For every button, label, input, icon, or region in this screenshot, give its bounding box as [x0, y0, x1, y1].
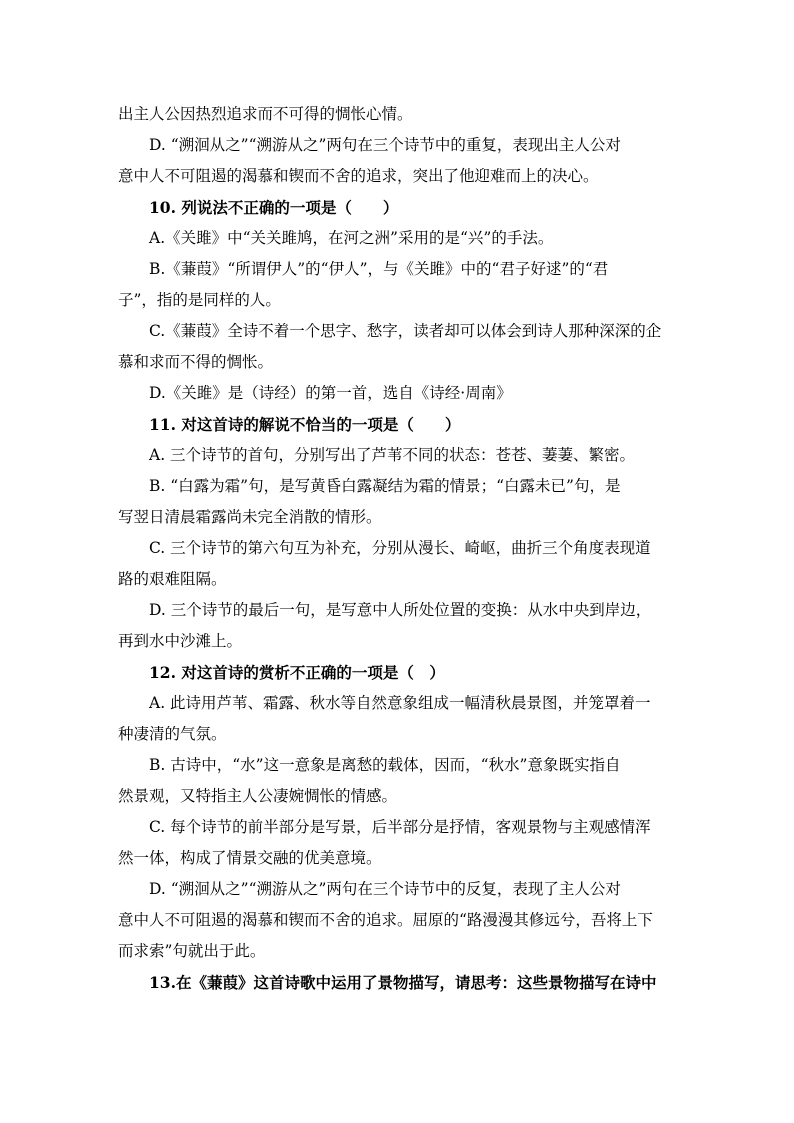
q12-option-a-cont: 种凄清的气氛。 — [118, 725, 227, 743]
question-13-title: 13.在《蒹葭》这首诗歌中运用了景物描写，请思考：这些景物描写在诗中 — [149, 973, 657, 992]
q11-option-d: D. 三个诗节的最后一句，是写意中人所处位置的变换：从水中央到岸边， — [149, 601, 652, 619]
q12-option-c-cont: 然一体，构成了情景交融的优美意境。 — [118, 849, 382, 867]
q12-option-c: C. 每个诗节的前半部分是写景，后半部分是抒情，客观景物与主观感情浑 — [149, 818, 651, 836]
q10-option-a: A.《关雎》中“关关雎鸠，在河之洲”采用的是“兴”的手法。 — [149, 229, 554, 247]
q10-option-b: B.《蒹葭》“所谓伊人”的“伊人”，与《关雎》中的“君子好逑”的“君 — [149, 260, 609, 278]
q12-option-d-cont-2: 而求索”句就出于此。 — [118, 942, 266, 960]
q12-option-d: D. “溯洄从之”“溯游从之”两句在三个诗节中的反复，表现了主人公对 — [149, 880, 621, 898]
q11-option-a: A. 三个诗节的首句，分别写出了芦苇不同的状态：苍苍、萋萋、繁密。 — [149, 446, 636, 464]
question-12-title: 12. 对这首诗的赏析不正确的一项是（ ） — [149, 663, 445, 682]
document-page — [118, 99, 678, 998]
q12-option-b: B. 古诗中，“水”这一意象是离愁的载体，因而，“秋水”意象既实指自 — [149, 756, 621, 774]
question-11-title: 11. 对这首诗的解说不恰当的一项是（ ） — [149, 415, 461, 434]
q11-option-b: B. “白露为霜”句，是写黄昏白露凝结为霜的情景；“白露未已”句，是 — [149, 477, 621, 495]
q12-option-d-cont-1: 意中人不可阻遏的渴慕和锲而不舍的追求。屈原的“路漫漫其修远兮，吾将上下 — [118, 911, 653, 929]
q10-option-b-cont: 子”，指的是同样的人。 — [118, 291, 281, 309]
q11-option-c-cont: 路的艰难阻隔。 — [118, 570, 227, 588]
q11-option-d-cont: 再到水中沙滩上。 — [118, 632, 243, 650]
q10-option-c-cont: 慕和求而不得的惆怅。 — [118, 353, 274, 371]
text-line-3: 意中人不可阻遏的渴慕和锲而不舍的追求，突出了他迎难而上的决心。 — [118, 167, 599, 185]
q11-option-b-cont: 写翌日清晨霜露尚未完全消散的情形。 — [118, 508, 382, 526]
text-line-1: 出主人公因热烈追求而不可得的惆怅心情。 — [118, 105, 413, 123]
q11-option-c: C. 三个诗节的第六句互为补充，分别从漫长、崎岖，曲折三个角度表现道 — [149, 539, 651, 557]
question-10-title: 10. 列说法不正确的一项是（ ） — [149, 198, 399, 217]
q10-option-c: C.《蒹葭》全诗不着一个思字、愁字，读者却可以体会到诗人那种深深的企 — [149, 322, 662, 340]
option-d-line: D. “溯洄从之”“溯游从之”两句在三个诗节中的重复，表现出主人公对 — [149, 136, 621, 154]
q12-option-a: A. 此诗用芦苇、霜露、秋水等自然意象组成一幅清秋晨景图，并笼罩着一 — [149, 694, 651, 712]
q10-option-d: D.《关雎》是（诗经）的第一首，选自《诗经·周南》 — [149, 384, 512, 402]
q12-option-b-cont: 然景观，又特指主人公凄婉惆怅的情感。 — [118, 787, 398, 805]
